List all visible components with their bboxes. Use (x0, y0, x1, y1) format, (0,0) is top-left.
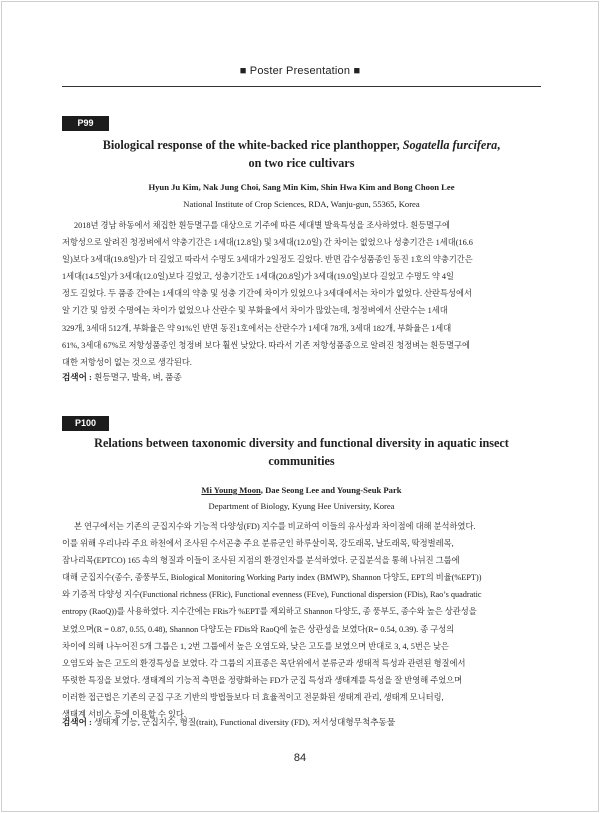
presenting-author: Mi Young Moon (201, 485, 261, 495)
title-line2: on two rice cultivars (248, 156, 355, 170)
keywords-p99 (62, 371, 541, 383)
co-authors: , Dae Seong Lee and Young-Seuk Park (260, 485, 402, 495)
keywords-p100 (62, 716, 541, 728)
affiliation-p100: Department of Biology, Kyung Hee University, Korea (208, 501, 395, 511)
title-comma: , (497, 138, 501, 152)
title-line1: Biological response of the white-backed rice planthopper, (102, 138, 403, 152)
header-rule (62, 86, 541, 87)
authors-p100 (62, 485, 541, 495)
keywords-text: 생태계 기능, 군집지수, 형질(trait), Functional diversity (FD), 저서성대형무척추동물 (94, 717, 396, 727)
abstract-badge-p99: P99 (62, 116, 109, 131)
abstract-title-p99 (62, 136, 541, 172)
abstract-title-p100 (62, 434, 541, 470)
title-line2: communities (268, 454, 335, 468)
abstract-badge-p100: P100 (62, 416, 109, 431)
page-number: 84 (293, 752, 307, 764)
page-header: ■ Poster Presentation ■ (239, 65, 361, 77)
abstract-body-p100: 본 연구에서는 기존의 군집지수와 기능적 다양성(FD) 지수를 비교하여 이들의 유사성과 차이점에 대해 분석하였다. 이를 위해 우리나라 주요 하천에서 조사된 수서곤충 주요 분류군인 하루살이목, 강도래목, 날도래목, 딱정벌레목, 잠나리목(EPTCO) 165 속의 형질과 이들이 조사된 지점의 환경인자를 분석하였다. 군집분석을 통해 나뉘진 그룹에 대해 군집지수(종수, 종풍부도, Biological Monitoring Working Party index (BMWP), Shannon 다양도, EPT의 비율(%EPT)) 와 기증적 다양성 지수(Functional richness (FRic), Functional evenness (FEve), Functional dispersion (FDis), Rao’s quadratic entropy (RaoQ))를 사용하였다. 지수간에는 FRis가 %EPT를 제외하고 Shannon 다양도, 종 풍부도, 종수와 높은 상관성을 보였으며(R = 0.87, 0.55, 0.48), Shannon 다양도는 FDis와 RaoQ에 높은 상관성을 보였다(R= 0.54, 0.39). 종 구성의 차이에 의해 나누어진 5개 그룹은 1, 2번 그룹에서 높은 오염도와, 낮은 고도를 보였으며 반대로 3, 4, 5번은 낮은 오염도와 높은 고도의 환경특성을 보였다. 각 그룹의 지표종은 목단위에서 분류군과 생태적 특성과 관련된 형질에서 뚜렷한 특징을 보였다. 생태계의 기능적 측면을 정량화하는 FD가 군집 특성과 생태계를 특성을 잘 반영해 주었으며 이러한 접근법은 기존의 군집 구조 기반의 방법들보다 더 효율적이고 전문화된 생태계 관리, 생태계 모니터링, 생태계 서비스 등에 이용할 수 있다. (62, 522, 482, 720)
keywords-label: 검색어 : (62, 372, 95, 382)
keywords-label: 검색어 : (62, 717, 95, 727)
authors-p99: Hyun Ju Kim, Nak Jung Choi, Sang Min Kim, Shin Hwa Kim and Bong Choon Lee (148, 182, 455, 192)
title-line1: Relations between taxonomic diversity and functional diversity in aquatic insect (94, 436, 509, 450)
species-name: Sogatella furcifera (402, 138, 498, 152)
keywords-text: 흰등멸구, 발육, 벼, 품종 (94, 372, 182, 382)
affiliation-p99: National Institute of Crop Sciences, RDA, Wanju-gun, 55365, Korea (183, 199, 420, 209)
abstract-body-p99: 2018년 경남 하동에서 채집한 흰등멸구를 대상으로 기주에 따른 세대별 발육특성을 조사하였다. 흰등멸구에 저항성으로 알려진 청정벼에서 약충기간은 1세대(12.8일) 및 3세대(12.0일) 간 차이는 없었으나 성충기간은 1세대(16.6 일)보다 3세대(19.8일)가 더 길었고 따라서 수명도 3세대가 2일정도 길었다. 반면 감수성품종인 동진 1호의 약충기간은 1세대(14.5일)가 3세대(12.0일)보다 길었고, 성충기간도 1세대(20.8일)가 3세대(19.0일)보다 길었고 수명도 약 4일 정도 길었다. 두 품종 간에는 1세대의 약충 및 성충 기간에 차이가 있었으나 3세대에서는 차이가 없었다. 산란특성에서 알 기간 및 암컷 수명에는 차이가 없었으나 산란수 및 부화율에서 차이가 많았는데, 청정벼에서 산란수는 1세대 329개, 3세대 512개, 부화율은 약 91%인 반면 동진1호에서는 산란수가 1세대 78개, 3세대 182개, 부화율은 1세대 61%, 3세대 67%로 저항성품종인 청정벼 보다 훨씬 낮았다. 따라서 기존 저항성품종으로 알려진 청정벼는 흰등멸구에 대한 저항성이 없는 것으로 생각된다. (62, 221, 473, 367)
